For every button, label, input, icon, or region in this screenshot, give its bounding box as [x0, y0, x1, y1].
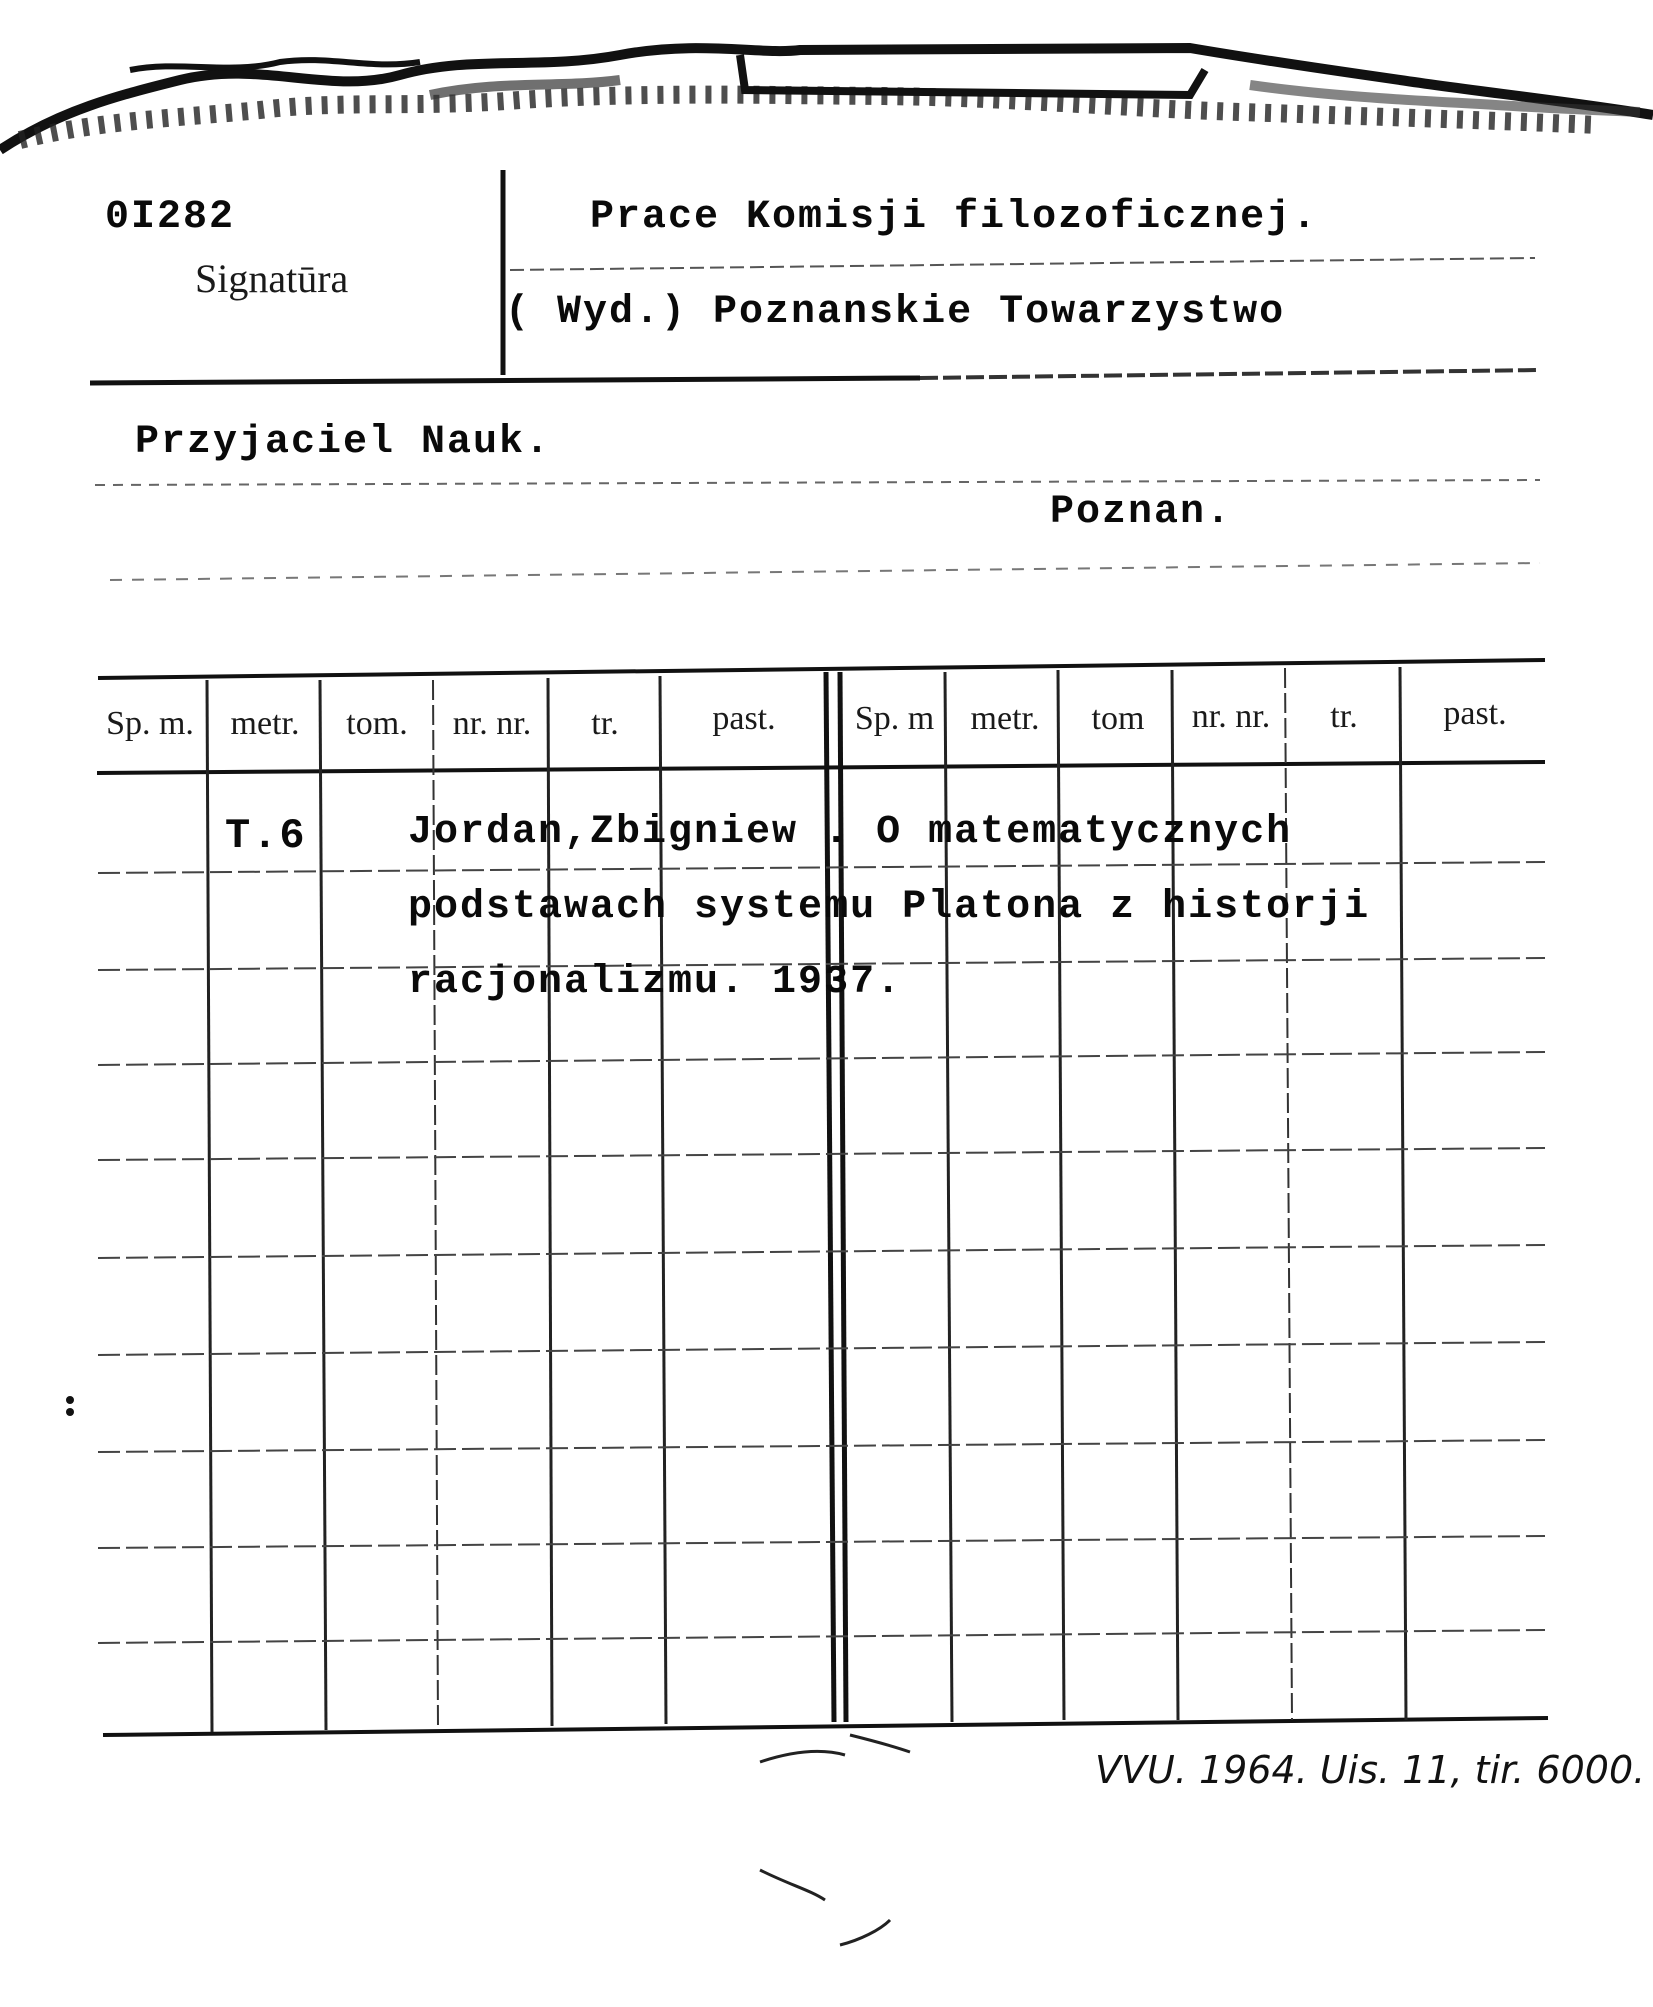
header-sp-m: Sp. m.	[106, 705, 194, 742]
signature-label: Signatūra	[195, 256, 349, 301]
entry-line-3: racjonalizmu. 1937.	[408, 960, 903, 1005]
header-nr-nr-right: nr. nr.	[1191, 698, 1271, 735]
entry-line-1: Jordan,Zbigniew . O matematycznych	[408, 810, 1293, 855]
entry-reference: T.6	[225, 812, 307, 860]
header-metr-right: metr.	[970, 700, 1040, 737]
header-tr-right: tr.	[1330, 698, 1358, 735]
header-metr: metr.	[230, 705, 300, 742]
handwritten-print-note: VVU. 1964. Uis. 11, tir. 6000.	[1095, 1748, 1646, 1792]
signature-code: 0I282	[105, 195, 236, 240]
header-tom: tom.	[346, 705, 408, 742]
header-past: past.	[712, 700, 776, 737]
header-nr-nr: nr. nr.	[452, 705, 532, 742]
header-tom-right: tom	[1091, 700, 1145, 737]
title-line-1: Prace Komisji filozoficznej.	[590, 195, 1319, 240]
entry-line-2: podstawach systemu Platona z historji	[408, 885, 1371, 930]
title-line-3: Przyjaciel Nauk.	[135, 420, 552, 465]
header-past-right: past.	[1443, 695, 1507, 732]
header-sp-m-right: Sp. m	[854, 700, 935, 737]
header-tr: tr.	[591, 705, 619, 742]
place-of-publication: Poznan.	[1050, 490, 1233, 535]
title-line-2: ( Wyd.) Poznanskie Towarzystwo	[505, 290, 1286, 335]
